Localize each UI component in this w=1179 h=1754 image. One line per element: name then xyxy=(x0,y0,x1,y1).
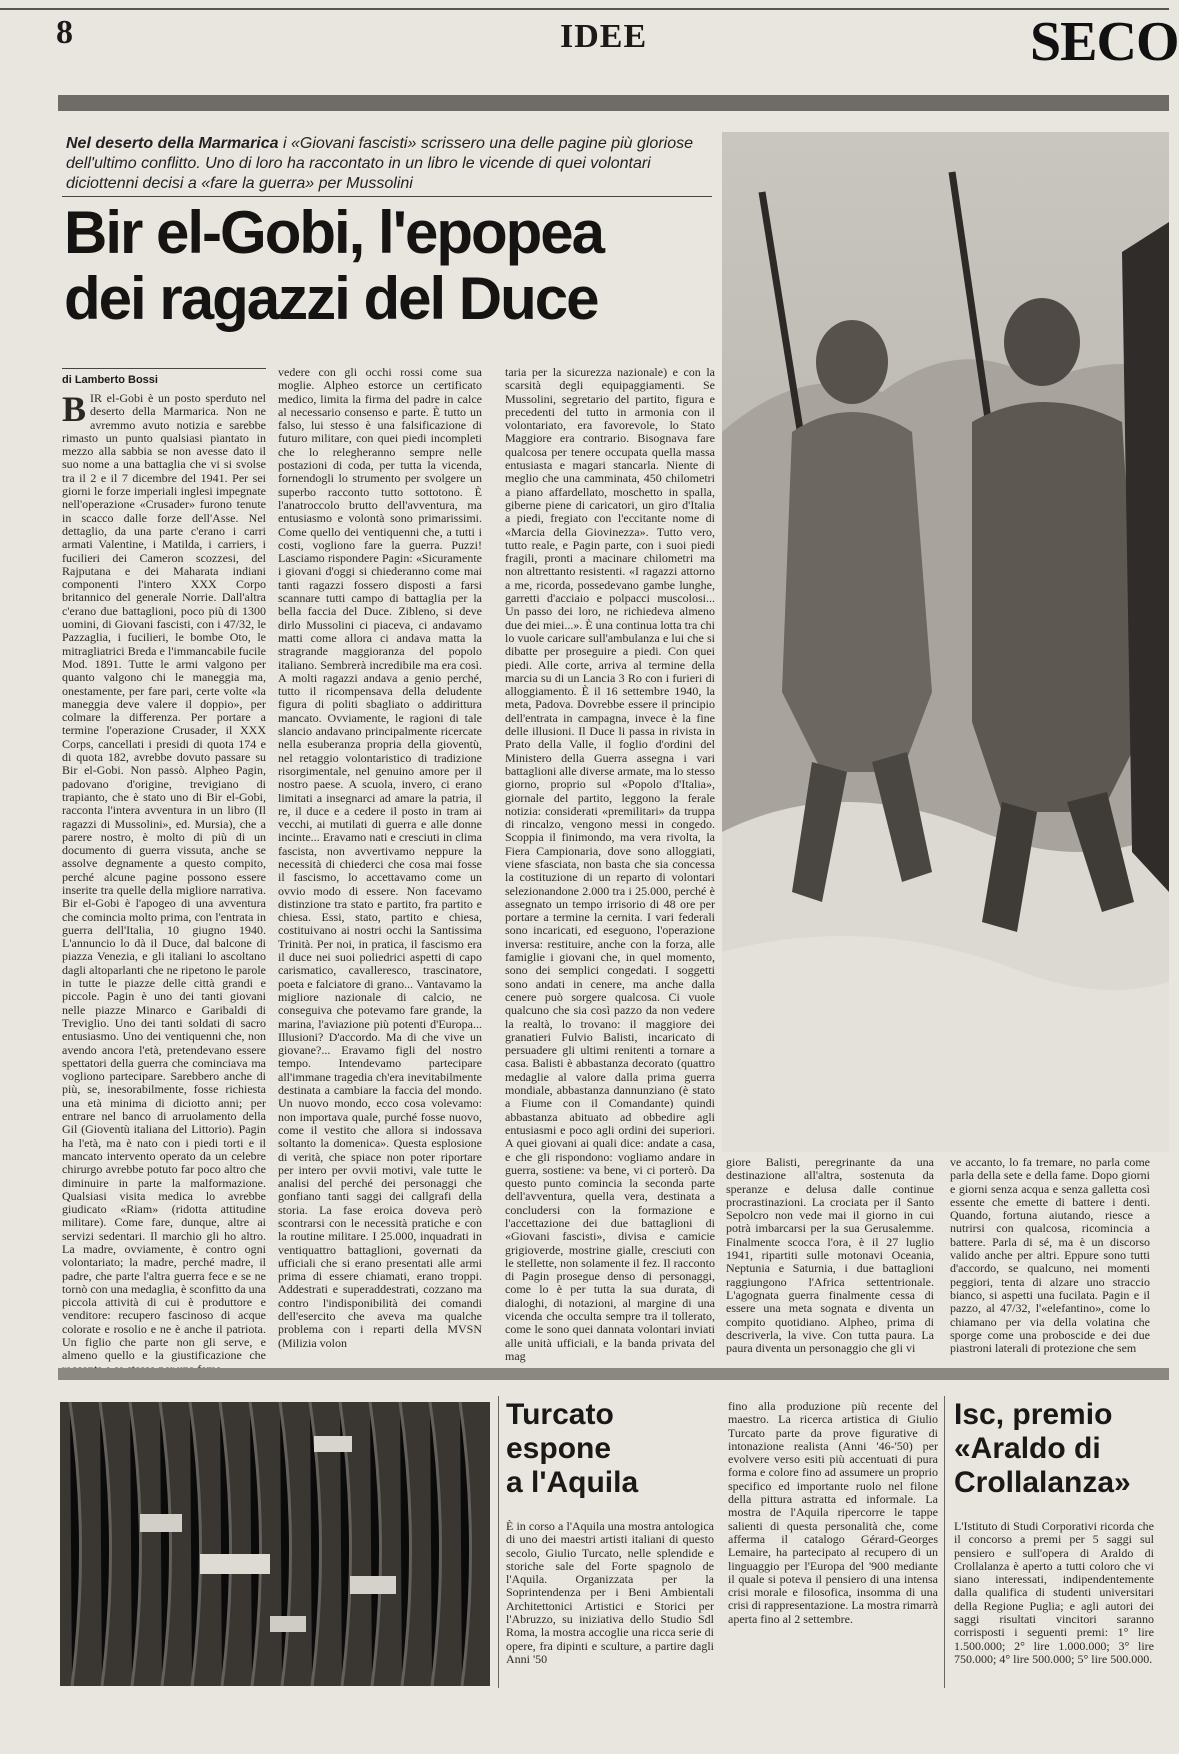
turcato-artwork-graphic xyxy=(60,1402,490,1686)
isc-title-1: Isc, premio xyxy=(954,1398,1113,1431)
turcato-headline xyxy=(506,1398,726,1500)
article-column-3 xyxy=(505,365,715,1363)
drop-cap: B xyxy=(62,389,87,429)
headline-line-2: dei ragazzi del Duce xyxy=(64,265,598,332)
kicker-lead: Nel deserto della Marmarica xyxy=(66,135,279,152)
headline-line-1: Bir el-Gobi, l'epopea xyxy=(64,199,604,266)
turcato-column-2 xyxy=(728,1400,938,1688)
column-4-text: giore Balisti, peregrinante da una destinazione all'altra, sostenuta da speranze e delusa dalle continue procrastinazioni. La crociata per il Santo Sepolcro non vede mai il giorno in cui potrà imbarcarsi per la sua Gerusalemme. Finalmente scocca l'ora, è il 27 luglio 1941, ripartiti sulle motonavi Oceania, Neptunia e Saturnia, i due battaglioni raggiungono l'Africa settentrionale. L'agognata guerra finalmente cessa di essere una meta sognata e diventa un compito quotidiano. Alpheo, prima di descriverla, la vive. Con tutta paura. La paura diventa un personaggio che gli vi xyxy=(726,1155,934,1356)
section-divider-band xyxy=(58,1368,1169,1380)
isc-body-text: L'Istituto di Studi Corporativi ricorda che il concorso a premi per 5 saggi sul pensiero e sull'opera di Araldo di Crollalanza è aperto a tutti coloro che vi siano interessati, indipendentemente dalla qualifica di studenti universitari della Regione Puglia; e agli autori dei saggi risultati vincitori saranno corrisposti i seguenti premi: 1° lire 1.500.000; 2° lire 1.000.000; 3° lire 750.000; 4° lire 500.000; 5° lire 500.000. xyxy=(954,1519,1154,1666)
kicker-text: i «Giovani fascisti» scrissero una delle pagine più gloriose dell'ultimo conflitto. Uno di loro ha raccontato in un libro le vicende di quei volontari diciottenni decisi a «fare la guerra» per Mussolini xyxy=(66,135,693,192)
turcato-column-2-text: fino alla produzione più recente del maestro. La ricerca artistica di Giulio Turcato parte da prove figurative di intonazione realista (Anni '46-'50) per evolvere verso esiti più accentuati di pura forma e colore fino ad assumere un proprio specifico ed importante ruolo nel filone della pittura astratta ed informale. La mostra de l'Aquila ripercorre le tappe salienti di questa personalità che, come afferma il catalogo Gérard-Georges Lemaire, ha partecipato al recupero di un linguaggio per l'Europa del '900 mediante il quale si poteva il pensiero di una intensa crisi morale e filosofica, insomma di una crisi di rappresentazione. La mostra rimarrà aperta fino al 2 settembre. xyxy=(728,1399,938,1626)
isc-title-2: «Araldo di xyxy=(954,1432,1101,1465)
newspaper-masthead: SECO xyxy=(1030,11,1179,73)
article-column-4 xyxy=(726,1156,934,1356)
soldiers-photo-graphic xyxy=(722,132,1169,1152)
article-column-5 xyxy=(950,1156,1150,1356)
turcato-column-1-text: È in corso a l'Aquila una mostra antologica di uno dei maestri artisti italiani di questo secolo, Giulio Turcato, nelle splendide e storiche sale del Forte spagnolo de l'Aquila. Organizzata per la Soprintendenza per i Beni Ambientali Architettonici Artistici e Storici per l'Abruzzo, su iniziativa dello Studio Sdl Roma, la mostra accoglie una ricca serie di opere, fra dipinti e sculture, a partire dagli Anni '50 xyxy=(506,1519,714,1666)
byline-rule xyxy=(62,368,266,369)
turcato-artwork-photo xyxy=(60,1402,490,1686)
page-number: 8 xyxy=(56,14,73,51)
section-title: IDEE xyxy=(560,18,648,55)
turcato-title-2: espone xyxy=(506,1432,612,1465)
isc-title-3: Crollalanza» xyxy=(954,1466,1131,1499)
soldiers-photo xyxy=(722,132,1169,1152)
column-2-text: vedere con gli occhi rossi come sua moglie. Alpheo estorce un certificato medico, limita la firma del padre in calce al necessario consenso e parte. È tutto un falso, lui stesso è una falsificazione di futuro militare, con quei piedi incompleti che lo relegheranno sempre nelle postazioni di coda, per tutta la vicenda, fornendogli lo strumento per svolgere un superbo racconto tutto sottotono. È l'anatroccolo brutto dell'avventura, ma entusiasmo e volontà sono primarissimi. Come quello dei ventiquenni che, a tutti i costi, vogliono fare la guerra. Puzzi! Lasciamo rispondere Pagin: «Sicuramente i giovani d'oggi si chiederanno come mai tanti ragazzi fossero disposti a farsi scannare tutti campo di battaglia per la bella faccia del Duce. Zibleno, si deve dirlo Mussolini ci piaceva, ci andavamo matti come allora ci andava matta la stragrande maggioranza del popolo italiano. Sembrerà incredibile ma era così. A molti ragazzi andava a genio perché, tutto il ricompensava della deludente figura di politi sbagliato o addirittura mancato. Ovviamente, le ragioni di tale slancio andavano principalmente ricercate nella esuberanza propria della gioventù, nel retaggio volontaristico di tradizione risorgimentale, nel genuino amore per il nostro paese. A scuola, invero, ci erano limitati a insegnarci ad amare la patria, il re, il duce e a cedere il posto in tram ai vecchi, ai mutilati di guerra e alle donne incinte... Eravamo nati e cresciuti in clima fascista, non avvertivamo neppure la necessità di chiederci che cosa mai fosse il fascismo, lo accettavamo come un ovvio modo di essere. Non facevamo distinzione tra stato e partito, fra partito e chiesa. Essi, stato, partito e chiesa, costituivano ai nostri occhi la Santissima Trinità. Per noi, in pratica, il fascismo era il duce nei suoi poliedrici aspetti di capo carismatico, cavalleresco, trascinatore, poeta e falciatore di grano... Vantavamo la migliore nazionale di calcio, ne conseguiva che potevamo fare grande, la marina, l'aviazione più potenti d'Europa... Illusioni? D'accordo. Ma di che vive un giovane?... Eravamo figli del nostro tempo. Intendevamo partecipare all'immane tragedia ch'era inevitabilmente destinata a cambiare la faccia del mondo. Un nuovo mondo, ecco cosa volevamo: non importava quale, purché fosse nuovo, come il vestito che allora si indossava soltanto la domenica». Questa esplosione di verità, che spiace non poter riportare per intero per ovvii motivi, vale tutte le analisi del perché dei personaggi che gonfiano tanti saggi dei callgrafi della storia. La fase eroica doveva però scontrarsi con le necessità pratiche e con la routine militare. I 25.000, inquadrati in ventiquattro battaglioni, governati da ufficiali che si erano presentati alle armi prima di essere chiamati, erano troppi. Addestrati e superaddestrati, cozzano ma contro l'indisponibilità dei comandi dell'esercito che aveva ma qualche problema con i reparti della MVSN (Milizia volon xyxy=(278,365,482,1350)
turcato-title-3: a l'Aquila xyxy=(506,1466,639,1499)
top-rule xyxy=(0,8,1169,10)
article-column-1 xyxy=(62,389,266,1363)
isc-column xyxy=(954,1520,1154,1688)
article-kicker xyxy=(66,134,706,194)
column-separator-right xyxy=(944,1396,945,1688)
column-3-text: taria per la sicurezza nazionale) e con la scarsità degli equipaggiamenti. Se Mussolini, segretario del partito, figura e precedenti del tutto in armonia con il volontariato, era favorevole, lo Stato Maggiore era contrario. Bisognava fare qualcosa per tenere occupata quella massa entusiasta e magari stancarla. Niente di meglio che una camminata, 450 chilometri a piano affardellato, moschetto in spalla, giberne piene di caricatori, un giro d'Italia a piedi, fregiato con l'eccitante nome di «Marcia della Giovinezza». Tutto vero, tutto reale, e Pagin parte, con i suoi piedi fragili, pronti a macinare chilometri ma non altrettanto resistenti. «I ragazzi attorno a me, ricorda, possedevano gambe lunghe, garretti d'acciaio e polpacci muscolosi... Un passo dei loro, ne richiedeva almeno due dei miei...». È una continua lotta tra chi lo vuole caricare sull'ambulanza e lui che si dibatte per proseguire a piedi. Con quei piedi. Alle corte, arriva al termine della marcia su di un Lancia 3 Ro con i furieri di alloggiamento. È il 16 settembre 1940, la meta, Padova. Dovrebbe essere il principio dell'entrata in campagna, invece è la fine delle illusioni. Il Duce li passa in rivista in Prato della Valle, il foglio d'ordini del Ministero della Guerra assegna i vari battaglioni alle diverse armate, ma lo stesso giorno, proprio sul «Popolo d'Italia», giornale del partito, leggono la ferale notizia: considerati «premilitari» da truppa di rincalzo, vengono messi in congedo. Scoppia il finimondo, ma vera rivolta, la Fiera Campionaria, dove sono alloggiati, viene sfasciata, non basta che sia concessa la costituzione di un reparto di volontari selezionandone 2.000 tra i 25.000, perché è assegnato un tempo irrisorio di 48 ore per portare a termine la cernita. I vari federali sono incaricati, ed eseguono, l'operazione inversa: restituire, anche con la forza, alle famiglie i giovani che, in quel momento, sono dei semplici congedati. I soggetti sono andati in cenere, ma anche dalla cenere può sorgere qualcosa. Ci vuole qualcuno che sia così pazzo da non vedere la realtà, lo trovano: il maggiore dei granatieri Fulvio Balisti, incaricato di persuadere gli ultimi renitenti a tornare a casa. Balisti è abbastanza decorato (quattro medaglie al valore dalla prima guerra mondiale, abbastanza dannunziano (è stato a Fiume con il Comandante) quindi abbastanza abituato ad obbedire agli entusiasmi e poco agli ordini dei superiori. A quei giovani ai quali dice: andate a casa, e che gli rispondono: vogliamo andare in guerra, sostiene: va bene, vi ci porterò. Da questo punto comincia la seconda parte dell'avventura, quella vera, destinata a concludersi con la formazione e l'accettazione dei due battaglioni di «Giovani fascisti», divisa e camicie grigioverde, mostrine gialle, cresciuti con le stellette, non solamente il fez. Il racconto di Pagin prosegue denso di personaggi, come lo è per tutta la sua durata, di dialoghi, di notazioni, al margine di una vicenda che occulta sempre tra il tollerato, come le sono quei dannata volontari inviati alle unità ufficiali, e la banda privata del mag xyxy=(505,365,715,1363)
column-separator xyxy=(498,1396,499,1688)
article-column-2 xyxy=(278,366,482,1354)
column-5-text: ve accanto, lo fa tremare, no parla come parla della sete e della fame. Dopo giorni e giorni senza acqua e senza galletta così essente che emette di battere i denti. Quando, fortuna aiutando, riesce a nutrirsi con qualcosa, ricomincia a battere. Parla di sé, ma è un discorso valido anche per altri. Eppure sono tutti d'accordo, se qualcuno, nei momenti peggiori, tenta di alzare uno straccio bianco, si aspetti una fucilata. Pagin e il pazzo, al 47/32, l'«elefantino», come lo chiamano per via della volatina che sporge come una proboscide e dei due piastroni laterali di protezione che sem xyxy=(950,1155,1150,1356)
isc-headline xyxy=(954,1398,1159,1500)
turcato-title-1: Turcato xyxy=(506,1398,614,1431)
turcato-column-1 xyxy=(506,1520,714,1688)
kicker-rule xyxy=(62,196,712,197)
byline: di Lamberto Bossi xyxy=(62,374,158,386)
article-headline xyxy=(64,200,704,332)
column-1-text: IR el-Gobi è un posto sperduto nel deserto della Marmarica. Non ne avremmo avuto notizia e sarebbe rimasto un punto qualsiasi piantato in mezzo alla sabbia se non avesse dato il suo nome a una battaglia che vi si svolse tra il 2 e il 7 dicembre del 1941. Per sei giorni le forze imperiali inglesi impegnate nell'operazione «Crusader» furono tenute in scacco dalle forze dell'Asse. Nel dettaglio, da una parte c'erano i carri armati Valentine, i Matilda, i carriers, i fucilieri dei Cameron scozzesi, del Rajputana e dei Maharata indiani componenti l'intero XXX Corpo britannico del generale Norrie. Dall'altra c'erano due battaglioni, poco più di 1300 uomini, di Giovani fascisti, con i 47/32, le Pazzaglia, i fucilieri, le bombe Oto, le mitragliatrici Breda e l'immancabile fucile Mod. 1891. Tutte le armi valgono per quanto valgono chi le maneggia ma, onestamente, per fare pari, certe volte «la maneggia deve valere il doppio», per colmare la differenza. Per portare a termine l'operazione Crusader, il XXX Corps, cancellati i presidi di quota 174 e di quota 182, avrebbe dovuto passare su Bir el-Gobi. Non passò. Alpheo Pagin, padovano d'origine, trevigiano di trapianto, che è stato uno di Bir el-Gobi, racconta l'intera avventura in un libro (Il ragazzi di Mussolini», ed. Mursia), che a parere nostro, è molto di più di un documento di guerra vissuta, anche se assolve degnamente a questo compito, perché alcune pagine possono essere inserite tra quelle della migliore narrativa. Bir el-Gobi è l'apogeo di una avventura che comincia molto prima, con l'entrata in guerra dell'Italia, 10 giugno 1940. L'annuncio lo dà il Duce, dal balcone di piazza Venezia, e gli italiani lo ascoltano dagli altoparlanti che ne ripetono le parole in tutte le piazze delle città grandi e piccole. Pagin è uno dei tanti giovani nelle piazze Minarco e Garibaldi di Treviglio. Uno dei tanti soldati di sacro entusiasmo. Uno dei ventiquenni che, non avendo ancora l'età, pretendevano essere spettatori della guerra che cominciava ma vogliono partecipare. Sarebbero anche di più, se, inesorabilmente, fosse richiesta una età minima di diciotto anni; per entrare nel banco di arruolamento della Gil (Gioventù italiana del Littorio). Pagin ha l'età, ma è nato con i piedi torti e il mancato intervento operato da un celebre chirurgo avrebbe potuto far poco altro che diminuire in parte la malformazione. Qualsiasi visita medica lo avrebbe giudicato «Riam» (ridotta attitudine militare). Come fare, dunque, altre ai servizi sedentari. Il marchio gli ho altro. La madre, ovviamente, è contro ogni volontariato; la madre, perché madre, il padre, che parte l'altra guerra fece e se ne tornò con una medaglia, è sconfitto da una piccola attività di cui è produttore e venditore: recupero fascinoso di acque colorate e rosolio e ne è anche il patriota. Un figlio che parte non gli serve, e almeno quello e la giustificazione che xyxy=(62,391,266,1363)
header-band xyxy=(58,95,1169,111)
